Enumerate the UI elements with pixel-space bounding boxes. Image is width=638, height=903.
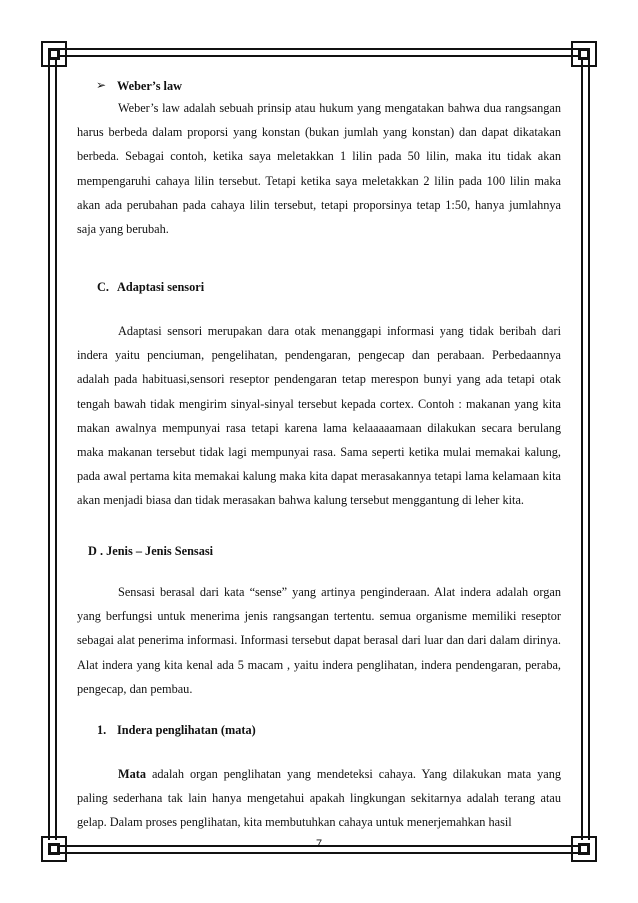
bullet-title: Weber’s law (117, 79, 182, 93)
weber-paragraph: Weber’s law adalah sebuah prinsip atau hukum yang mengatakan bahwa dua rangsangan harus berbeda dalam proporsi yang konstan (bukan jumlah yang konstan) dan dapat dikatakan berbeda. Sebagai contoh, ketika saya meletakkan 1 lilin pada 50 lilin, maka itu tidak akan mempengaruhi cahaya lilin tersebut. Tetapi ketika saya meletakkan 2 lilin pada 100 lilin maka akan ada perubahan pada cahaya lilin tersebut, tetapi proporsinya tetap 1:50, hanya jumlahnya saja yang berubah. (77, 101, 561, 237)
subsection-1-title: Indera penglihatan (mata) (117, 723, 256, 737)
page-number: 7 (315, 838, 323, 850)
arrow-bullet-icon: ➢ (96, 78, 107, 92)
corner-ornament (571, 41, 597, 67)
section-c-title: Adaptasi sensori (117, 280, 205, 294)
jenis-paragraph: Sensasi berasal dari kata “sense” yang artinya penginderaan. Alat indera adalah organ yang berfungsi untuk menerima jenis rangsangan tertentu. semua organisme memiliki reseptor sebagai alat penerima informasi. Informasi tersebut dapat berasal dari luar dan dari dalam dirinya. Alat indera yang kita kenal ada 5 macam , yaitu indera penglihatan, indera pendengaran, peraba, pengecap, dan pembau. (77, 585, 561, 696)
adaptasi-paragraph: Adaptasi sensori merupakan dara otak menanggapi informasi yang tidak beribah dari indera yaitu penciuman, pengelihatan, pendengaran, pengecap dan perabaan. Perbedaannya adalah pada habituasi,sensori reseptor pendengaran tetap merespon bunyi yang ada tetapi otak tengah bawah tidak mengirim sinyal-sinyal tersebut kepada cortex. Contoh : makanan yang kita makan awalnya mempunyai rasa tetapi karena lama kelaaaaamaan dilakukan secara berulang maka makanan tersebut tidak lagi mempunyai rasa. Sama seperti ketika mulai memakai kalung, pada awal pertama kita memakai kalung maka kita dapat merasakannya tetapi lama kelamaan kita akan menjadi biasa dan tidak merasakan bahwa kalung tersebut menggantung di leher kita. (77, 324, 561, 508)
corner-ornament (41, 41, 67, 67)
section-d-title: D . Jenis – Jenis Sensasi (88, 544, 214, 558)
mata-paragraph (77, 762, 561, 835)
mata-bold-term: Mata (118, 767, 146, 781)
mata-paragraph-text: adalah organ penglihatan yang mendeteksi cahaya. Yang dilakukan mata yang paling sederhana tak lain hanya mengetahui apakah lingkungan sekitarnya adalah terang atau gelap. Dalam proses penglihatan, kita membutuhkan cahaya untuk menerjemahkan hasil (77, 767, 561, 830)
section-c-letter: C. (97, 280, 109, 294)
subsection-1-number: 1. (97, 723, 107, 737)
